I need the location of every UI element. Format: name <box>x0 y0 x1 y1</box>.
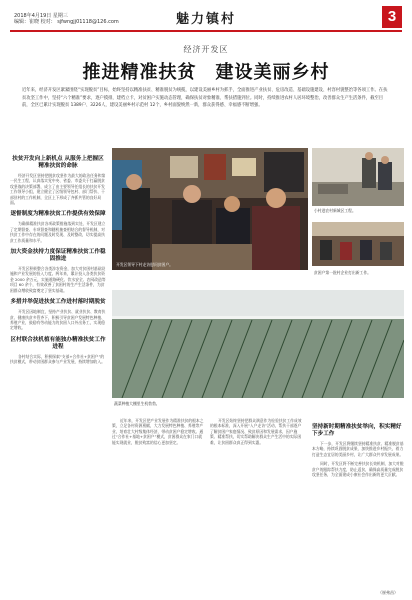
sidebar-section <box>10 249 106 293</box>
sidebar-body: 开发区因地制宜，坚持产业扶贫、就业扶贫、教育扶贫、健康扶贫多管齐下，积极引导贫困户发展特色种植、养殖产业，鼓励有劳动能力的贫困人口外出务工，实现稳定增收。 <box>10 309 106 331</box>
photo-caption: 蔬菜种植大棚里生机勃勃。 <box>114 401 160 406</box>
column-body: 下一步，开发区将继续坚持精准扶贫、精准脱贫基本方略，持续巩固脱贫成果，加快推进乡村振兴，着力打造生态宜居的美丽乡村，让广大群众共享发展成果。 <box>312 441 404 457</box>
article-headline: 推进精准扶贫 建设美丽乡村 <box>82 62 330 83</box>
text-column <box>210 418 302 445</box>
page-number-badge: 3 <box>382 6 402 28</box>
sidebar-section <box>10 337 106 365</box>
field-illustration <box>112 290 404 398</box>
workshop-illustration <box>312 222 404 266</box>
column-body: 同时，开发区将不断完善扶贫长效机制，加大对脱贫户的跟踪帮扶力度，防止返贫，确保高质量完成脱贫攻坚任务，为全面建成小康社会作出新的更大贡献。 <box>312 461 404 478</box>
visit-scene-illustration <box>112 148 308 270</box>
sidebar-heading: 多措并举促进扶贫工作进村落时期脱贫 <box>10 299 106 306</box>
photo-village-visit <box>112 148 308 270</box>
section-title: 魅力镇村 <box>175 12 236 27</box>
sidebar-body: 经济开发区坚持把脱贫攻坚作为最大的政治任务和第一民生工程，认真落实党中央、省委、市委关于打赢脱贫攻坚战的决策部署，成立了由主要领导任组长的扶贫开发工作领导小组，建立健全了区级领导包村、部门帮扶、干部驻村的工作机制，全区上下形成了齐抓共管的良好局面。 <box>10 173 106 206</box>
column-heading: 坚持新时期精准扶贫举向，积实精好下步工作 <box>312 424 402 437</box>
editor-email: sjfwngjj01118@126.com <box>57 19 119 25</box>
text-column <box>112 418 204 445</box>
text-column <box>312 418 404 477</box>
left-column <box>10 150 106 365</box>
sidebar-heading: 加大资金扶持力度保证精准扶贫工作稳固推进 <box>10 249 106 263</box>
column-body: 开发区始终坚持把群众满意作为检验扶贫工作成效的根本标准，深入开展“入户走访”活动，帮扶干部逐户了解贫困户家庭情况、致贫原因和发展需求，因户施策、精准帮扶，切实帮助解决群众生产生活中的实际困难，让贫困群众真正得到实惠。 <box>210 418 302 445</box>
sidebar-heading: 逐督制度为精准扶贫工作提供有效保障 <box>10 211 106 218</box>
photo-caption: 小村进农村新城区工程。 <box>314 208 356 213</box>
photo-caption: 贫困户第一批村企业打出新工作。 <box>314 270 371 275</box>
column-body: 近年来，开发区把产业发展作为精准扶贫的根本之策，立足各村资源禀赋，大力发展特色种植、养殖等产业，培育壮大村级集体经济，带动贫困户稳定增收。通过“合作社+基地+贫困户”模式，贫困群众在家门口就能实现就业，脱贫致富的信心更加坚定。 <box>112 418 204 445</box>
editor-credit: 编辑：崔晓 校对： <box>14 19 56 25</box>
sidebar-heading: 区村联合扶机植有能独办精准扶贫工作进程 <box>10 336 106 350</box>
sidebar-section <box>10 156 106 205</box>
header-rule <box>10 30 402 32</box>
sidebar-body: 开发区积极整合各类涉农资金，加大对贫困村基础设施和产业发展的投入力度。两年来，累计投入各类扶贫资金 2000 余万元，实施道路硬化、饮水安全、农网改造等项目 60 余个，有效改善了贫困村的生产生活条件，为贫困群众增收致富奠定了坚实基础。 <box>10 266 106 293</box>
sidebar-section <box>10 299 106 331</box>
photo-caption: 开发区领导下村走访慰问贫困户。 <box>116 262 173 267</box>
new-town-illustration <box>312 148 404 206</box>
page-header <box>0 0 412 38</box>
photo-workshop <box>312 222 404 266</box>
sidebar-body: 各村结合实际，积极探索“支部+合作社+贫困户”的扶贫模式，带动贫困群众参与产业发展，持续增加收入。 <box>10 353 105 365</box>
photo-vegetable-field <box>112 290 404 398</box>
article-kicker: 经济开发区 <box>183 45 229 54</box>
sidebar-heading: 扶贫开发向上新机点 从服务上把握区精准扶贫的命脉 <box>12 156 104 169</box>
sidebar-body: 为确保精准扶贫各项政策措施落到实处，开发区建立了定期督查、专项督查和随机抽查相结合的督导机制，对扶贫工作中存在的问题及时发现、及时整改，切实提高扶贫工作质量和水平。 <box>10 221 106 243</box>
issue-date: 2018年4月19日 星期三 <box>14 13 68 19</box>
sidebar-section <box>10 211 106 243</box>
article-lead: 近年来，经济开发区紧紧围绕“实现脱贫”目标，始终坚持以精准扶贫、精准脱贫为统揽，以建设美丽乡村为抓手，全面推进产业扶贫、危房改造、基础设施建设、村容村貌整治等各项工作。在扶贫攻坚工作中，坚持“六个精准”要求，逐户摸排，建档立卡，对贫困户实施动态管理，确保扶贫对象精准、帮扶措施到位。同时，持续推进农村人居环境整治，改善群众生产生活条件，截至目前，全区已累计实现脱贫 1389户、3226人，建设美丽乡村示范村 12个，乡村面貌焕然一新，群众获得感、幸福感不断增强。 <box>22 88 388 108</box>
editor-note: （崔弗昌） <box>378 590 398 595</box>
photo-new-town <box>312 148 404 206</box>
